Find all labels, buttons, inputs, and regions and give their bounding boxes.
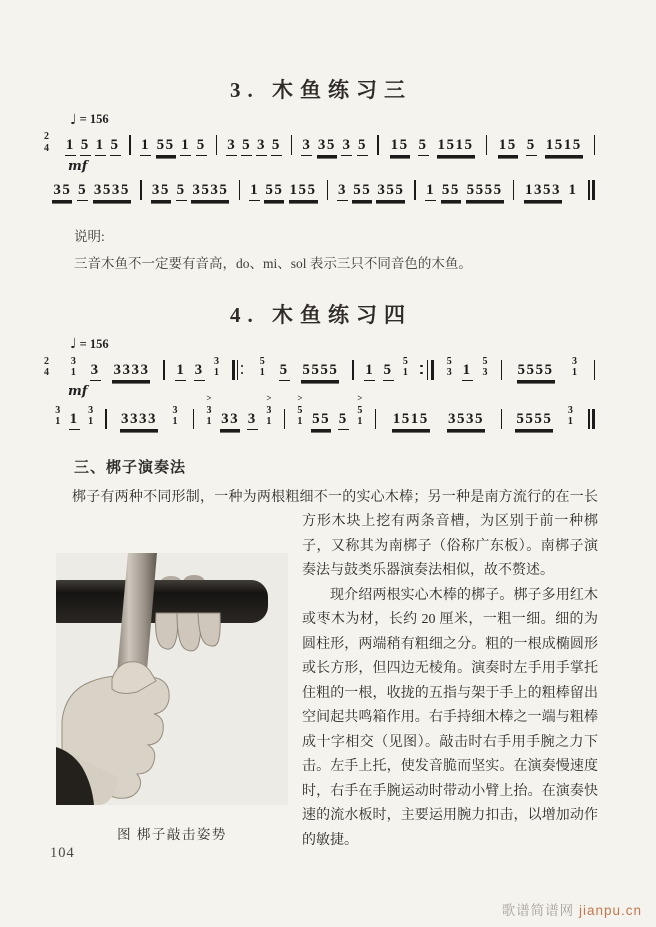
stack-top-digit: 3 [70, 355, 76, 367]
bar-thin [594, 360, 595, 380]
stack-top-digit: 5 [446, 355, 452, 367]
measure [44, 405, 104, 430]
stacked-note [445, 356, 454, 381]
note-group: 5 [271, 137, 282, 156]
note-group: 3 [256, 137, 267, 156]
measure [503, 356, 593, 381]
measure [241, 182, 326, 201]
stacked-note [566, 405, 575, 430]
stack-top-digit: 3 [206, 404, 212, 416]
note-group: 3 [90, 362, 101, 381]
stack-bottom-digit: 1 [172, 415, 178, 427]
quarter-note-icon: ♩ [70, 336, 77, 352]
measure [132, 137, 215, 156]
stacked-note [204, 392, 213, 430]
stacked-note [401, 356, 410, 381]
bar-thin [414, 180, 415, 200]
note-group: 5 [526, 137, 537, 156]
note-group: 1 [180, 137, 191, 156]
note-group: 3333 [120, 411, 158, 430]
note-group: 3 [341, 137, 352, 156]
note-group: 55 [264, 182, 284, 201]
explanation-note [74, 227, 584, 275]
measure [143, 182, 238, 201]
bar-thin [327, 180, 328, 200]
note-group: 1 [568, 182, 578, 198]
paragraph-bangzi-types: 梆子有两种不同形制，一种为两根粗细不一的实心木棒；另一种是南方流行的在一长方形木块上挖有两条音槽，为区别于前一种梆子，又称其为南梆子（俗称广东板）。南梆子演奏法与鼓类乐器演奏法相似，故不赘述。 [72, 489, 598, 578]
stack-top-digit: 3 [88, 404, 94, 416]
stacked-note [69, 356, 78, 381]
barline-single [593, 360, 596, 380]
note-group: 5555 [517, 362, 555, 381]
stack-bottom-digit: 1 [206, 415, 212, 427]
stack-bottom-digit: 1 [402, 366, 408, 378]
dynamic-marking: mf [68, 383, 88, 399]
stack-bottom-digit: 1 [70, 366, 76, 378]
bar-thin [216, 135, 217, 155]
tempo-marking [70, 112, 596, 127]
measure [488, 137, 593, 156]
note-group: 1515 [545, 137, 583, 156]
stack-top-digit: 3 [567, 404, 573, 416]
note-group: 1 [175, 362, 186, 381]
bar-thin [239, 180, 240, 200]
note-group: 3535 [447, 411, 485, 430]
note-group: 33 [220, 411, 240, 430]
explanation-label: 说明: [74, 229, 105, 244]
stack-top-digit: 3 [55, 404, 61, 416]
note-group: 15 [390, 137, 410, 156]
measure [218, 137, 289, 156]
stack-bottom-digit: 1 [297, 415, 303, 427]
note-group: 3535 [93, 182, 131, 201]
bar-thin [588, 180, 589, 200]
bar-thin [377, 135, 378, 155]
stack-bottom-digit: 1 [259, 366, 265, 378]
bar-thin [193, 409, 194, 429]
bar-thin [105, 409, 106, 429]
note-group: 5 [279, 362, 290, 381]
bar-thin [291, 135, 292, 155]
stacked-note [570, 356, 579, 381]
stack-bottom-digit: 3 [482, 366, 488, 378]
bar-thin [129, 135, 130, 155]
watermark-domain: jianpu.cn [578, 903, 642, 918]
note-group: 55 [156, 137, 176, 156]
bar-thin [513, 180, 514, 200]
note-group: 5 [196, 137, 207, 156]
stack-bottom-digit: 3 [446, 366, 452, 378]
watermark-site-name: 歌谱简谱网 [501, 903, 575, 918]
measure [108, 405, 192, 430]
note-group: 1 [425, 182, 436, 201]
measure [503, 405, 587, 430]
note-group: 3 [226, 137, 237, 156]
measure [246, 356, 351, 381]
note-group: 355 [376, 182, 405, 201]
note-group: 55 [311, 411, 331, 430]
quarter-note-icon: ♩ [70, 111, 77, 128]
staff-line [44, 356, 596, 381]
meter-digit: 4 [44, 367, 49, 378]
bar-thin [427, 360, 428, 380]
stack-bottom-digit: 1 [55, 415, 61, 427]
note-group: 35 [52, 182, 72, 201]
note-group: 5 [338, 411, 349, 430]
figure-caption: 图 梆子敲击姿势 [117, 827, 227, 842]
staff-line [44, 180, 596, 201]
tempo-value: = 156 [79, 336, 109, 351]
bar-thin [375, 409, 376, 429]
stacked-note [258, 356, 267, 381]
bar-thick [592, 180, 595, 200]
note-group: 5 [418, 137, 429, 156]
stack-top-digit: 5 [402, 355, 408, 367]
barline-repeat-begin [231, 360, 246, 380]
barline-single [593, 135, 596, 155]
stacked-note [171, 405, 180, 430]
note-group: 1 [364, 362, 375, 381]
stack-bottom-digit: 1 [266, 415, 272, 427]
bar-thin [352, 360, 353, 380]
measure [57, 137, 128, 156]
note-group: 5555 [301, 362, 339, 381]
stacked-note [212, 356, 221, 381]
note-group: 55 [352, 182, 372, 201]
exercise3-title: 3. 木鱼练习三 [230, 78, 412, 102]
bar-thin [163, 360, 164, 380]
music-line [44, 392, 596, 430]
bar-thin [588, 409, 589, 429]
accent-mark: > [266, 392, 272, 403]
note-group: 3535 [191, 182, 229, 201]
note-group: 5 [176, 182, 187, 201]
staff-line [44, 131, 596, 156]
measure [44, 182, 139, 201]
explanation-text: 三音木鱼不一定要有音高，do、mi、sol 表示三只不同音色的木鱼。 [74, 256, 472, 272]
measure [355, 356, 420, 381]
note-group: 55 [441, 182, 461, 201]
barline-repeat-end [419, 360, 434, 380]
page-number: 104 [50, 845, 75, 861]
note-group: 1 [249, 182, 260, 201]
paragraph-playing-technique: 现介绍两根实心木棒的梆子。梆子多用红木或枣木为材，长约 20 厘米，一粗一细。细的为圆柱形，两端稍有粗细之分。粗的一根成椭圆形或长方形，但四边无棱角。演奏时左手用手掌托住粗的一根，收拢的五指与架于手上的粗棒留出空间起共鸣箱作用。右手持细木棒之一端与粗棒成十字相交（见图）。敲击时右手用手腕之力下击。左手上托，使发音脆而坚实。在演奏慢速度时，右手在手腕运动时带动小臂上抬。在演奏快速的流水板时，主要运用腕力扣击，以增加动作的敏捷。 [302, 587, 598, 848]
note-group: 3 [301, 137, 312, 156]
stack-top-digit: 3 [213, 355, 219, 367]
note-group: 1 [95, 137, 106, 156]
note-group: 5 [357, 137, 368, 156]
note-group: 155 [289, 182, 318, 201]
bar-thin [284, 409, 285, 429]
stack-top-digit: 5 [259, 355, 265, 367]
note-group: 3333 [112, 362, 150, 381]
stack-top-digit: 3 [571, 355, 577, 367]
barline-final [587, 409, 596, 429]
stack-bottom-digit: 1 [357, 415, 363, 427]
accent-mark: > [357, 392, 363, 403]
music-line [44, 336, 596, 399]
accent-mark: > [297, 392, 303, 403]
stacked-note [86, 405, 95, 430]
accent-mark: > [206, 392, 212, 403]
stack-bottom-digit: 1 [567, 415, 573, 427]
note-group: 35 [151, 182, 171, 201]
stacked-note [295, 392, 304, 430]
dynamic-marking: mf [68, 159, 88, 174]
music-notation-exercise3 [44, 112, 596, 201]
measure [166, 356, 231, 381]
stacked-note [264, 392, 273, 430]
note-group: 3 [337, 182, 348, 201]
body-text [72, 486, 598, 854]
bar-thin [140, 180, 141, 200]
note-group: 1 [65, 137, 76, 156]
barline-final [587, 180, 596, 200]
measure [377, 411, 500, 430]
bar-thin [501, 360, 502, 380]
meter-digit: 4 [44, 142, 49, 154]
stack-bottom-digit: 1 [88, 415, 94, 427]
stack-top-digit: 3 [266, 404, 272, 416]
section-heading: 三、梆子演奏法 [74, 458, 187, 476]
bar-thin [486, 135, 487, 155]
measure [515, 182, 587, 201]
stack-bottom-digit: 1 [571, 366, 577, 378]
note-group: 5555 [466, 182, 504, 201]
note-group: 5 [383, 362, 394, 381]
note-group: 1 [462, 362, 473, 381]
staff-line [44, 392, 596, 430]
measure [293, 137, 376, 156]
measure [329, 182, 414, 201]
measure [195, 392, 283, 430]
bar-thick [232, 360, 235, 380]
note-group: 1 [69, 411, 80, 430]
bangzi-photo-figure [56, 553, 288, 848]
note-group: 3 [247, 411, 258, 430]
note-group: 1515 [392, 411, 430, 430]
note-group: 5 [241, 137, 252, 156]
meter-digit: 2 [44, 131, 49, 142]
note-group: 5 [80, 137, 91, 156]
tempo-value: = 156 [79, 112, 109, 126]
stack-bottom-digit: 1 [213, 366, 219, 378]
note-group: 5555 [515, 411, 553, 430]
meter-digit: 2 [44, 355, 49, 367]
music-line [44, 111, 596, 174]
watermark [502, 899, 642, 919]
repeat-dots [420, 360, 424, 380]
stack-top-digit: 5 [357, 404, 363, 416]
stacked-note [53, 405, 62, 430]
stacked-note [481, 356, 490, 381]
note-group: 1353 [524, 182, 562, 201]
time-signature [44, 131, 49, 156]
time-signature [44, 356, 49, 381]
bar-thick [592, 409, 595, 429]
repeat-dots [241, 360, 245, 380]
music-line [44, 180, 596, 201]
note-group: 5 [77, 182, 88, 201]
bar-thick [431, 360, 434, 380]
measure [57, 356, 162, 381]
note-group: 3 [194, 362, 205, 381]
stack-top-digit: 5 [482, 355, 488, 367]
music-notation-exercise4 [44, 337, 596, 430]
note-group: 5 [110, 137, 121, 156]
exercise4-title: 4. 木鱼练习四 [230, 302, 412, 327]
bar-thin [237, 360, 238, 380]
note-group: 15 [498, 137, 518, 156]
note-group: 1 [140, 137, 151, 156]
measure [380, 137, 485, 156]
measure [417, 182, 512, 201]
note-group: 35 [317, 137, 337, 156]
stack-top-digit: 3 [172, 404, 178, 416]
tempo-marking [70, 337, 596, 352]
stack-top-digit: 5 [297, 404, 303, 416]
bar-thin [501, 409, 502, 429]
note-group: 1515 [437, 137, 475, 156]
bar-thin [594, 135, 595, 155]
stacked-note [355, 392, 364, 430]
measure [435, 356, 500, 381]
bangzi-photo [56, 553, 288, 805]
measure [286, 392, 374, 430]
